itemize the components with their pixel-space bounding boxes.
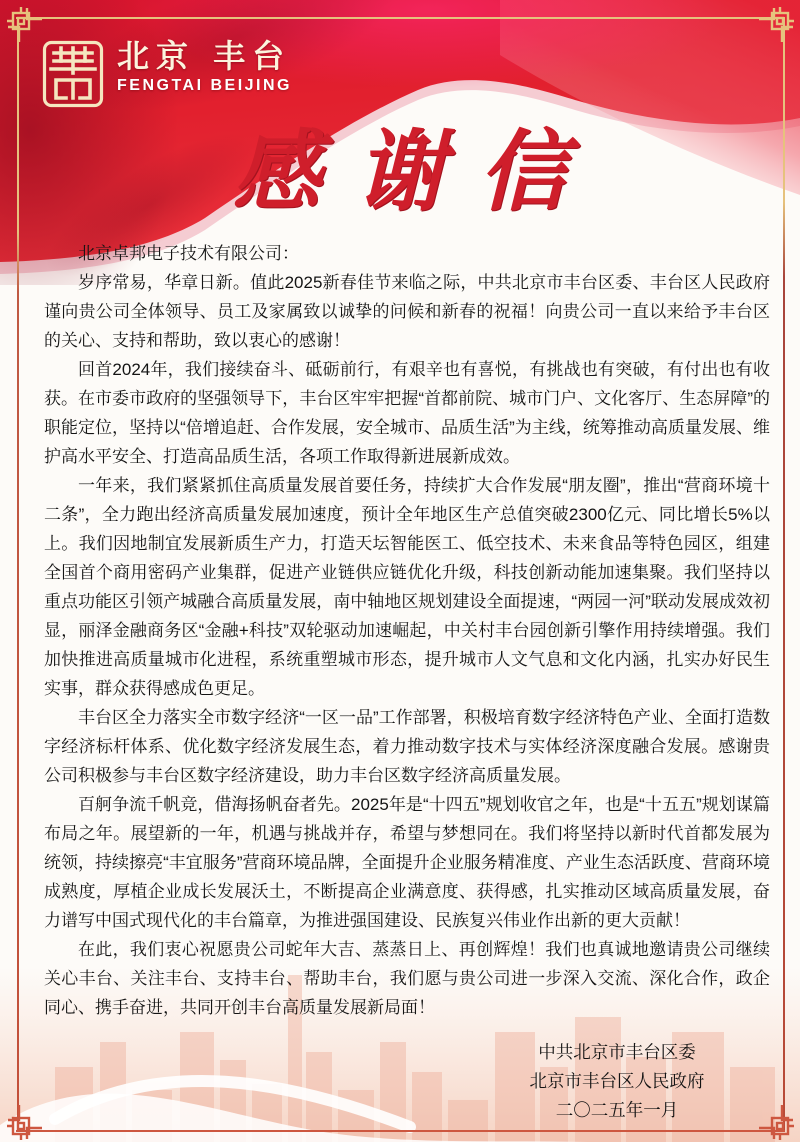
org-name-cn: 北京 丰台 (117, 37, 292, 75)
signature-org-1: 中共北京市丰台区委 (538, 1042, 696, 1062)
corner-knot-icon (5, 1104, 43, 1142)
org-name-en: FENGTAI BEIJING (117, 77, 292, 94)
letter-paragraph-5: 百舸争流千帆竞，借海扬帆奋者先。2025年是“十四五”规划收官之年，也是“十五五”规划谋篇布局之年。展望新的一年，机遇与挑战并存，希望与梦想同在。我们将坚持以新时代首都发展为统领，持续擦亮“丰宜服务”营商环境品牌，全面提升企业服务精准度、产业生态活跃度、营商环境成熟度，厚植企业成长发展沃土，不断提高企业满意度、获得感，扎实推动区域高质量发展，奋力谱写中国式现代化的丰台篇章，为推进强国建设、民族复兴伟业作出新的更大贡献！ (44, 795, 770, 930)
frame-bottom-line (16, 1130, 785, 1132)
frame-top-line (16, 17, 785, 19)
signature-block (482, 1038, 752, 1125)
letter-paragraph-3: 一年来，我们紧紧抓住高质量发展首要任务，持续扩大合作发展“朋友圈”，推出“营商环境十二条”，全力跑出经济高质量发展加速度，预计全年地区生产总值突破2300亿元、同比增长5%以上。我们因地制宜发展新质生产力，打造天坛智能医工、低空技术、未来食品等特色园区，组建全国首个商用密码产业集群，促进产业链供应链优化升级，科技创新动能加速集聚。我们坚持以重点功能区引领产城融合高质量发展，南中轴地区规划建设全面提速，“两园一河”联动发展成效初显，丽泽金融商务区“金融+科技”双轮驱动加速崛起，中关村丰台园创新引擎作用持续增强。我们加快推进高质量城市化进程，系统重塑城市形态，提升城市人文气息和文化内涵，扎实办好民生实事，群众获得感成色更足。 (44, 476, 770, 698)
corner-knot-icon (5, 5, 43, 43)
recipient-line: 北京卓邦电子技术有限公司： (78, 244, 299, 263)
corner-knot-icon (758, 1104, 796, 1142)
corner-knot-icon (758, 5, 796, 43)
signature-org-2: 北京市丰台区人民政府 (529, 1071, 705, 1091)
letter-paragraph-4: 丰台区全力落实全市数字经济“一区一品”工作部署，积极培育数字经济特色产业、全面打造数字经济标杆体系、优化数字经济发展生态，着力推动数字技术与实体经济深度融合发展。感谢贵公司积极参与丰台区数字经济建设，助力丰台区数字经济高质量发展。 (44, 708, 770, 785)
signature-date: 二〇二五年一月 (555, 1100, 679, 1120)
letter-paragraph-2: 回首2024年，我们接续奋斗、砥砺前行，有艰辛也有喜悦，有挑战也有突破，有付出也有收获。在市委市政府的坚强领导下，丰台区牢牢把握“首都前院、城市门户、文化客厅、生态屏障”的职能定位，坚持以“倍增追赶、合作发展，安全城市、品质生活”为主线，统筹推动高质量发展、维护高水平安全、打造高品质生活，各项工作取得新进展新成效。 (44, 360, 770, 466)
frame-right-line (783, 17, 785, 1132)
letter-paragraph-6: 在此，我们衷心祝愿贵公司蛇年大吉、蒸蒸日上、再创辉煌！我们也真诚地邀请贵公司继续关心丰台、关注丰台、支持丰台、帮助丰台，我们愿与贵公司进一步深入交流、深化合作，政企同心、携手奋进，共同开创丰台高质量发展新局面！ (44, 940, 770, 1017)
letter-body (0, 239, 800, 1022)
letter-paragraph-1: 岁序常易，华章日新。值此2025新春佳节来临之际，中共北京市丰台区委、丰台区人民政府谨向贵公司全体领导、员工及家属致以诚挚的问候和新春的祝福！向贵公司一直以来给予丰台区的关心、支持和帮助，致以衷心的感谢！ (44, 273, 770, 350)
letter-title: 感谢信 (232, 119, 603, 223)
fengtai-logo (42, 38, 292, 108)
frame-left-line (17, 17, 19, 1132)
fengtai-seal-icon (42, 40, 104, 108)
